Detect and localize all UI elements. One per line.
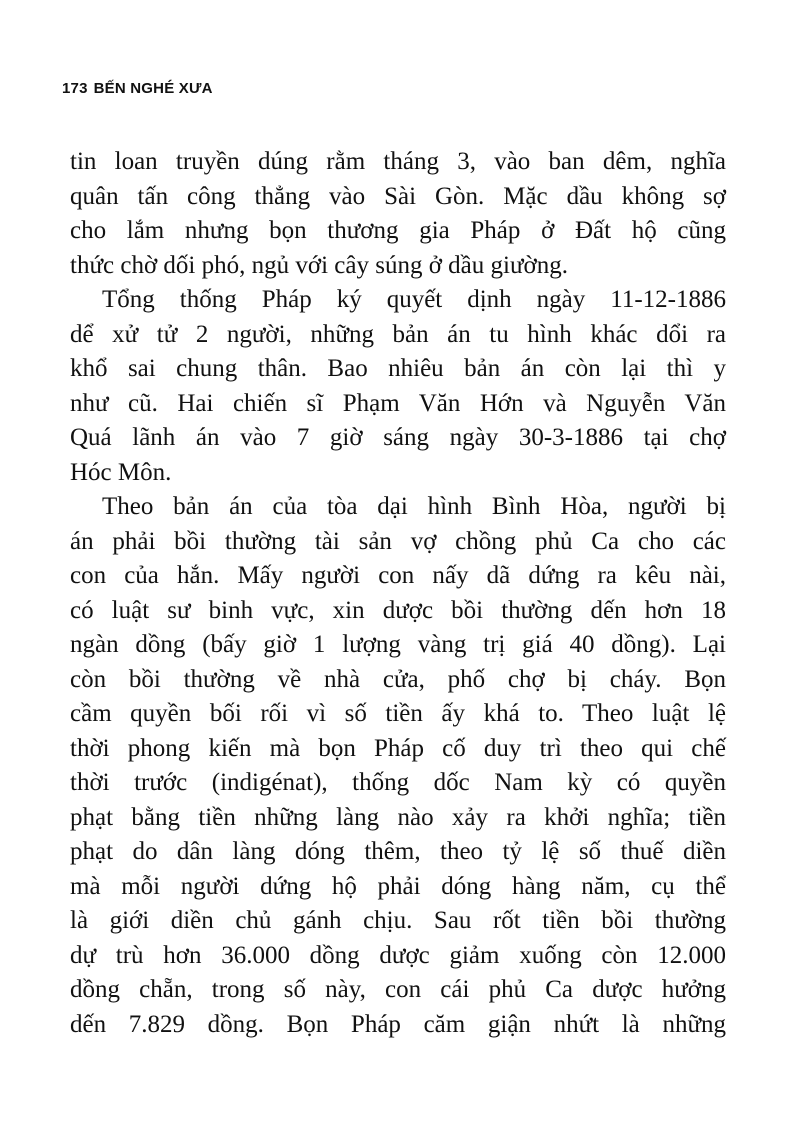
text-line: quân tấn công thẳng vào Sài Gòn. Mặc dầu không sợ (70, 182, 726, 210)
page-number: 173 (62, 80, 88, 97)
text-line: còn bồi thường về nhà cửa, phố chợ bị cháy. Bọn (70, 665, 726, 693)
text-line: dồng chẵn, trong số này, con cái phủ Ca dược hưởng (70, 976, 726, 1003)
text-line: mà mỗi người dứng hộ phải dóng hàng năm, cụ thể (70, 872, 726, 900)
text-line: như cũ. Hai chiến sĩ Phạm Văn Hớn và Nguyễn Văn (70, 389, 726, 417)
text-line: Hóc Môn. (70, 458, 172, 486)
book-title: BẾN NGHÉ XƯA (93, 80, 213, 97)
text-line: dến 7.829 dồng. Bọn Pháp căm giận nhứt là những (70, 1010, 726, 1038)
body-text (70, 145, 726, 1042)
text-line: cho lắm nhưng bọn thương gia Pháp ở Đất hộ cũng (70, 217, 726, 244)
text-line: án phải bồi thường tài sản vợ chồng phủ Ca cho các (70, 527, 726, 555)
text-line: có luật sư binh vực, xin dược bồi thường dến hơn 18 (70, 596, 726, 624)
text-line: con của hắn. Mấy người con nấy dã dứng ra kêu nài, (70, 562, 726, 589)
text-line: thời trước (indigénat), thống dốc Nam kỳ có quyền (70, 769, 726, 796)
text-line: phạt do dân làng dóng thêm, theo tỷ lệ số thuế diền (70, 838, 726, 865)
running-header (62, 80, 213, 97)
text-line: dể xử tử 2 người, những bản án tu hình khác dổi ra (70, 320, 726, 348)
text-line: Theo bản án của tòa dại hình Bình Hòa, người bị (102, 493, 726, 520)
text-line: ngàn dồng (bấy giờ 1 lượng vàng trị giá 40 dồng). Lại (70, 631, 726, 658)
text-line: thức chờ dối phó, ngủ với cây súng ở dầu giường. (70, 251, 568, 279)
text-line: Quá lãnh án vào 7 giờ sáng ngày 30-3-1886 tại chợ (70, 424, 726, 451)
text-line: khổ sai chung thân. Bao nhiêu bản án còn lại thì y (70, 355, 726, 382)
text-line: cầm quyền bối rối vì số tiền ấy khá to. Theo luật lệ (70, 700, 726, 727)
text-line: Tổng thống Pháp ký quyết dịnh ngày 11-12-1886 (102, 286, 726, 313)
text-line: thời phong kiến mà bọn Pháp cố duy trì theo qui chế (70, 734, 726, 762)
text-line: phạt bằng tiền những làng nào xảy ra khởi nghĩa; tiền (70, 803, 726, 831)
text-line: tin loan truyền dúng rằm tháng 3, vào ban dêm, nghĩa (70, 148, 726, 175)
text-line: là giới diền chủ gánh chịu. Sau rốt tiền bồi thường (70, 907, 726, 934)
text-line: dự trù hơn 36.000 dồng dược giảm xuống còn 12.000 (70, 941, 726, 969)
